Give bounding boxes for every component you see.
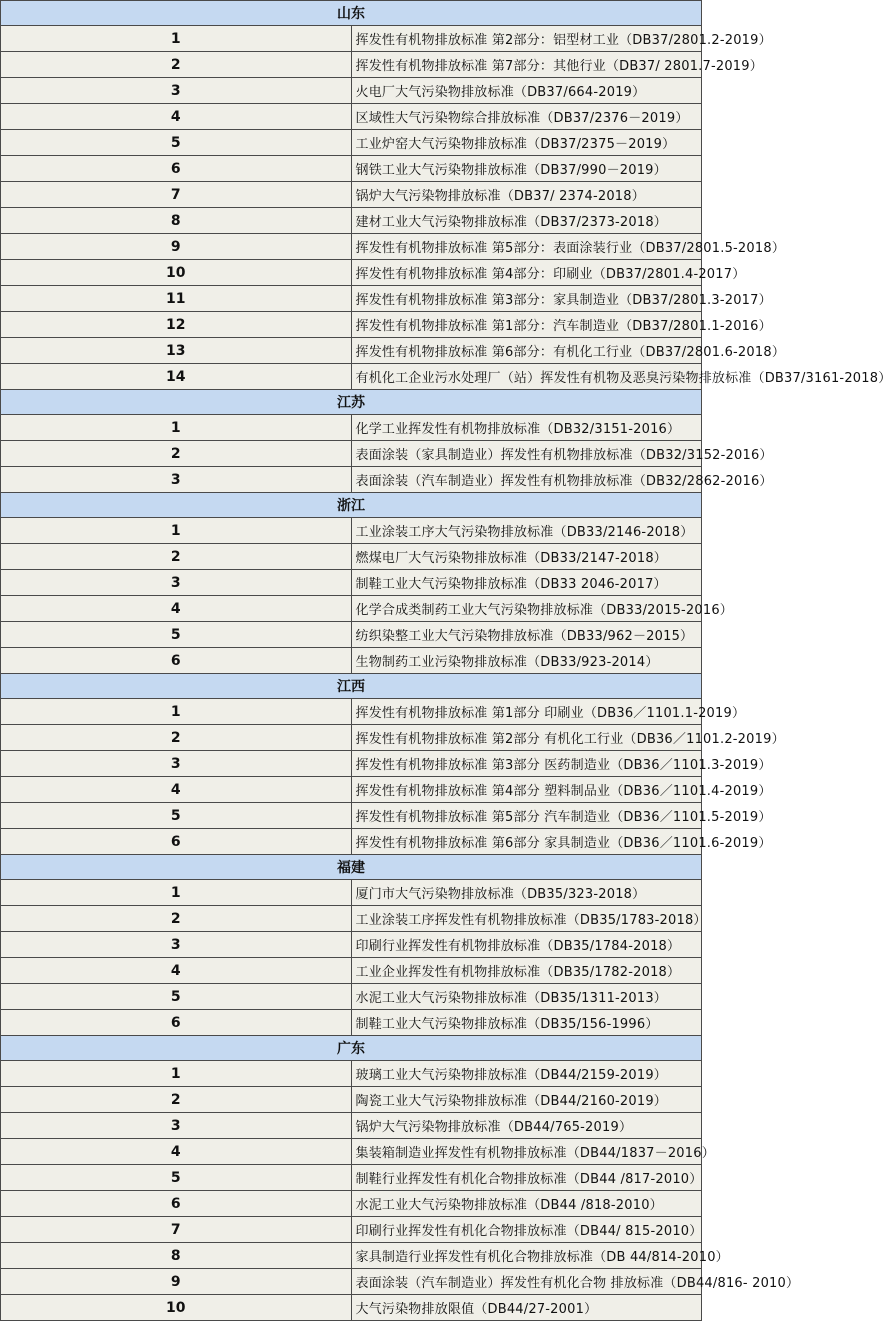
standard-name: 生物制药工业污染物排放标准（DB33/923-2014） bbox=[351, 648, 702, 674]
province-header: 福建 bbox=[1, 855, 702, 880]
table-row bbox=[1, 984, 702, 1010]
province-header: 山东 bbox=[1, 1, 702, 26]
row-number: 6 bbox=[1, 1010, 352, 1036]
table-row bbox=[1, 880, 702, 906]
standard-name: 挥发性有机物排放标准 第1部分：汽车制造业（DB37/2801.1-2016） bbox=[351, 312, 702, 338]
standard-name: 表面涂装（汽车制造业）挥发性有机化合物 排放标准（DB44/816- 2010） bbox=[351, 1269, 702, 1295]
table-row bbox=[1, 26, 702, 52]
standard-name: 工业涂装工序挥发性有机物排放标准（DB35/1783-2018） bbox=[351, 906, 702, 932]
table-row bbox=[1, 751, 702, 777]
row-number: 9 bbox=[1, 1269, 352, 1295]
province-header: 广东 bbox=[1, 1036, 702, 1061]
standard-name: 厦门市大气污染物排放标准（DB35/323-2018） bbox=[351, 880, 702, 906]
table-row bbox=[1, 364, 702, 390]
standard-name: 制鞋行业挥发性有机化合物排放标准（DB44 /817-2010） bbox=[351, 1165, 702, 1191]
row-number: 3 bbox=[1, 751, 352, 777]
row-number: 6 bbox=[1, 829, 352, 855]
row-number: 4 bbox=[1, 596, 352, 622]
row-number: 6 bbox=[1, 156, 352, 182]
province-header-row bbox=[1, 390, 702, 415]
standard-name: 锅炉大气污染物排放标准（DB37/ 2374-2018） bbox=[351, 182, 702, 208]
standard-name: 挥发性有机物排放标准 第2部分 有机化工行业（DB36／1101.2-2019） bbox=[351, 725, 702, 751]
row-number: 7 bbox=[1, 182, 352, 208]
row-number: 3 bbox=[1, 1113, 352, 1139]
standard-name: 有机化工企业污水处理厂（站）挥发性有机物及恶臭污染物排放标准（DB37/3161-2018） bbox=[351, 364, 702, 390]
row-number: 5 bbox=[1, 803, 352, 829]
standard-name: 火电厂大气污染物排放标准（DB37/664-2019） bbox=[351, 78, 702, 104]
table-row bbox=[1, 622, 702, 648]
table-row bbox=[1, 518, 702, 544]
standard-name: 钢铁工业大气污染物排放标准（DB37/990－2019） bbox=[351, 156, 702, 182]
standard-name: 挥发性有机物排放标准 第6部分 家具制造业（DB36／1101.6-2019） bbox=[351, 829, 702, 855]
standard-name: 印刷行业挥发性有机化合物排放标准（DB44/ 815-2010） bbox=[351, 1217, 702, 1243]
row-number: 3 bbox=[1, 570, 352, 596]
row-number: 8 bbox=[1, 208, 352, 234]
standard-name: 陶瓷工业大气污染物排放标准（DB44/2160-2019） bbox=[351, 1087, 702, 1113]
row-number: 4 bbox=[1, 958, 352, 984]
table-row bbox=[1, 699, 702, 725]
standard-name: 挥发性有机物排放标准 第1部分 印刷业（DB36／1101.1-2019） bbox=[351, 699, 702, 725]
province-header: 江西 bbox=[1, 674, 702, 699]
table-row bbox=[1, 1010, 702, 1036]
standard-name: 玻璃工业大气污染物排放标准（DB44/2159-2019） bbox=[351, 1061, 702, 1087]
row-number: 1 bbox=[1, 26, 352, 52]
table-row bbox=[1, 234, 702, 260]
row-number: 10 bbox=[1, 260, 352, 286]
standard-name: 挥发性有机物排放标准 第3部分：家具制造业（DB37/2801.3-2017） bbox=[351, 286, 702, 312]
table-row bbox=[1, 78, 702, 104]
table-row bbox=[1, 1191, 702, 1217]
row-number: 7 bbox=[1, 1217, 352, 1243]
province-header: 浙江 bbox=[1, 493, 702, 518]
row-number: 2 bbox=[1, 544, 352, 570]
table-row bbox=[1, 725, 702, 751]
row-number: 3 bbox=[1, 932, 352, 958]
row-number: 2 bbox=[1, 1087, 352, 1113]
standard-name: 挥发性有机物排放标准 第4部分：印刷业（DB37/2801.4-2017） bbox=[351, 260, 702, 286]
table-row bbox=[1, 441, 702, 467]
table-row bbox=[1, 777, 702, 803]
table-row bbox=[1, 1087, 702, 1113]
table-row bbox=[1, 1295, 702, 1321]
table-row bbox=[1, 906, 702, 932]
row-number: 8 bbox=[1, 1243, 352, 1269]
standard-name: 挥发性有机物排放标准 第6部分：有机化工行业（DB37/2801.6-2018） bbox=[351, 338, 702, 364]
standard-name: 工业涂装工序大气污染物排放标准（DB33/2146-2018） bbox=[351, 518, 702, 544]
table-row bbox=[1, 1139, 702, 1165]
row-number: 5 bbox=[1, 622, 352, 648]
table-row bbox=[1, 1113, 702, 1139]
row-number: 6 bbox=[1, 1191, 352, 1217]
table-row bbox=[1, 338, 702, 364]
standard-name: 挥发性有机物排放标准 第2部分：铝型材工业（DB37/2801.2-2019） bbox=[351, 26, 702, 52]
table-row bbox=[1, 104, 702, 130]
table-row bbox=[1, 415, 702, 441]
standard-name: 挥发性有机物排放标准 第5部分：表面涂装行业（DB37/2801.5-2018） bbox=[351, 234, 702, 260]
standard-name: 挥发性有机物排放标准 第4部分 塑料制品业（DB36／1101.4-2019） bbox=[351, 777, 702, 803]
row-number: 2 bbox=[1, 441, 352, 467]
row-number: 5 bbox=[1, 130, 352, 156]
table-row bbox=[1, 829, 702, 855]
row-number: 1 bbox=[1, 1061, 352, 1087]
province-header-row bbox=[1, 855, 702, 880]
row-number: 6 bbox=[1, 648, 352, 674]
row-number: 2 bbox=[1, 52, 352, 78]
table-row bbox=[1, 544, 702, 570]
row-number: 5 bbox=[1, 1165, 352, 1191]
province-header: 江苏 bbox=[1, 390, 702, 415]
row-number: 10 bbox=[1, 1295, 352, 1321]
standard-name: 制鞋工业大气污染物排放标准（DB33 2046-2017） bbox=[351, 570, 702, 596]
standard-name: 水泥工业大气污染物排放标准（DB44 /818-2010） bbox=[351, 1191, 702, 1217]
row-number: 9 bbox=[1, 234, 352, 260]
standard-name: 化学工业挥发性有机物排放标准（DB32/3151-2016） bbox=[351, 415, 702, 441]
row-number: 12 bbox=[1, 312, 352, 338]
standard-name: 水泥工业大气污染物排放标准（DB35/1311-2013） bbox=[351, 984, 702, 1010]
table-row bbox=[1, 130, 702, 156]
table-row bbox=[1, 182, 702, 208]
standard-name: 工业炉窑大气污染物排放标准（DB37/2375－2019） bbox=[351, 130, 702, 156]
standard-name: 制鞋工业大气污染物排放标准（DB35/156-1996） bbox=[351, 1010, 702, 1036]
table-row bbox=[1, 156, 702, 182]
table-row bbox=[1, 648, 702, 674]
table-row bbox=[1, 1217, 702, 1243]
standard-name: 工业企业挥发性有机物排放标准（DB35/1782-2018） bbox=[351, 958, 702, 984]
table-row bbox=[1, 1165, 702, 1191]
table-row bbox=[1, 570, 702, 596]
row-number: 3 bbox=[1, 467, 352, 493]
table-row bbox=[1, 958, 702, 984]
table-row bbox=[1, 286, 702, 312]
row-number: 11 bbox=[1, 286, 352, 312]
row-number: 4 bbox=[1, 777, 352, 803]
row-number: 1 bbox=[1, 880, 352, 906]
standard-name: 挥发性有机物排放标准 第7部分：其他行业（DB37/ 2801.7-2019） bbox=[351, 52, 702, 78]
standard-name: 纺织染整工业大气污染物排放标准（DB33/962－2015） bbox=[351, 622, 702, 648]
standard-name: 集装箱制造业挥发性有机物排放标准（DB44/1837－2016） bbox=[351, 1139, 702, 1165]
row-number: 1 bbox=[1, 415, 352, 441]
province-header-row bbox=[1, 1, 702, 26]
standard-name: 大气污染物排放限值（DB44/27-2001） bbox=[351, 1295, 702, 1321]
row-number: 4 bbox=[1, 104, 352, 130]
row-number: 1 bbox=[1, 699, 352, 725]
standard-name: 建材工业大气污染物排放标准（DB37/2373-2018） bbox=[351, 208, 702, 234]
province-header-row bbox=[1, 674, 702, 699]
table-row bbox=[1, 208, 702, 234]
table-row bbox=[1, 467, 702, 493]
table-row bbox=[1, 1269, 702, 1295]
standard-name: 挥发性有机物排放标准 第3部分 医药制造业（DB36／1101.3-2019） bbox=[351, 751, 702, 777]
standard-name: 锅炉大气污染物排放标准（DB44/765-2019） bbox=[351, 1113, 702, 1139]
standard-name: 燃煤电厂大气污染物排放标准（DB33/2147-2018） bbox=[351, 544, 702, 570]
row-number: 4 bbox=[1, 1139, 352, 1165]
row-number: 13 bbox=[1, 338, 352, 364]
standard-name: 家具制造行业挥发性有机化合物排放标准（DB 44/814-2010） bbox=[351, 1243, 702, 1269]
row-number: 2 bbox=[1, 725, 352, 751]
table-row bbox=[1, 1061, 702, 1087]
standard-name: 表面涂装（汽车制造业）挥发性有机物排放标准（DB32/2862-2016） bbox=[351, 467, 702, 493]
table-row bbox=[1, 596, 702, 622]
table-row bbox=[1, 312, 702, 338]
table-row bbox=[1, 1243, 702, 1269]
row-number: 14 bbox=[1, 364, 352, 390]
province-header-row bbox=[1, 1036, 702, 1061]
row-number: 1 bbox=[1, 518, 352, 544]
row-number: 5 bbox=[1, 984, 352, 1010]
standard-name: 挥发性有机物排放标准 第5部分 汽车制造业（DB36／1101.5-2019） bbox=[351, 803, 702, 829]
table-row bbox=[1, 260, 702, 286]
standard-name: 表面涂装（家具制造业）挥发性有机物排放标准（DB32/3152-2016） bbox=[351, 441, 702, 467]
table-row bbox=[1, 803, 702, 829]
province-header-row bbox=[1, 493, 702, 518]
row-number: 3 bbox=[1, 78, 352, 104]
standard-name: 印刷行业挥发性有机物排放标准（DB35/1784-2018） bbox=[351, 932, 702, 958]
row-number: 2 bbox=[1, 906, 352, 932]
table-row bbox=[1, 52, 702, 78]
table-row bbox=[1, 932, 702, 958]
standard-name: 化学合成类制药工业大气污染物排放标准（DB33/2015-2016） bbox=[351, 596, 702, 622]
standard-name: 区域性大气污染物综合排放标准（DB37/2376－2019） bbox=[351, 104, 702, 130]
table-body bbox=[1, 1, 891, 1321]
